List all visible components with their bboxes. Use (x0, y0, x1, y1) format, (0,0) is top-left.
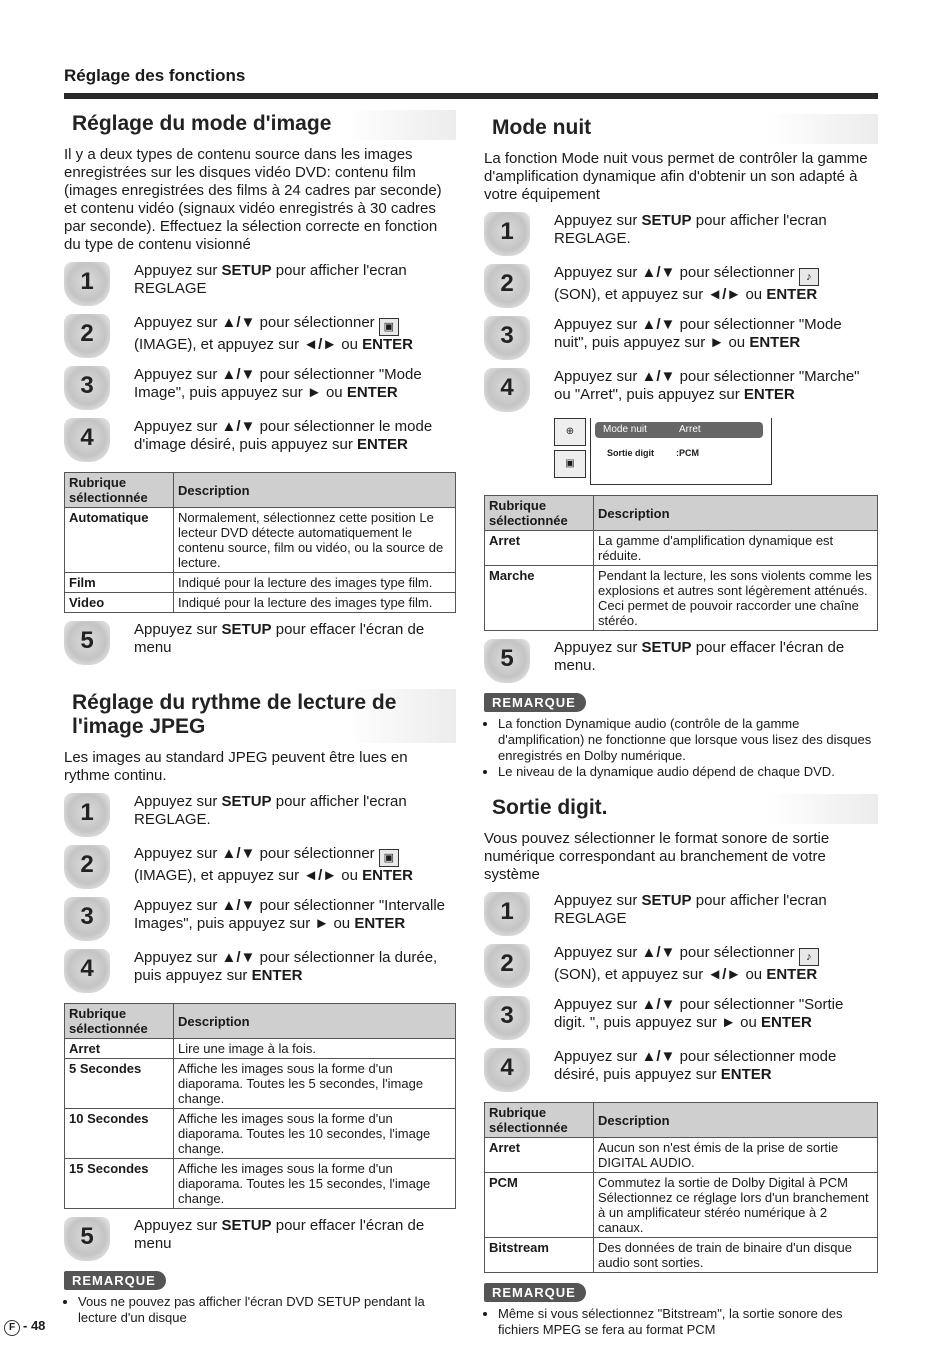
section-title-jpeg: Réglage du rythme de lecture de l'image JPEG (64, 689, 456, 743)
intro-picture-mode: Il y a deux types de contenu source dans les images enregistrées sur les disques vidéo DVD: contenu film (images enregistrées des films à 24 cadres par seconde) et contenu vidéo (signaux vidéo enregistrés à 30 cadres par seconde). Effectuez la sélection correcte en fonction du type de contenu visionné (64, 146, 442, 253)
step-1 (484, 212, 878, 256)
table-row: 5 Secondes Affiche les images sous la forme d'un diaporama. Toutes les 5 secondes, l'image change. (65, 1059, 456, 1109)
step-4 (484, 368, 878, 412)
table-row: Video Indiqué pour la lecture des images type film. (65, 593, 456, 613)
step-text: Appuyez sur ▲/▼ pour sélectionner ♪ (SON), et appuyez sur ◄/► ou ENTER (554, 944, 818, 983)
table-header-description: Description (594, 1103, 878, 1138)
step-5 (64, 1217, 456, 1261)
step-text: Appuyez sur SETUP pour afficher l'ecran REGLAGE. (554, 212, 827, 247)
note-item: • La fonction Dynamique audio (contrôle de la gamme d'amplification) ne fonctionne que lorsque vous lisez des disques enregistrés en Dolby numérique. (498, 716, 878, 764)
page-footer: F - 48 (4, 1318, 45, 1336)
step-number-badge: 3 (64, 897, 110, 941)
step-number-badge: 1 (484, 212, 530, 256)
step-number-badge: 1 (64, 262, 110, 306)
night-mode-table (484, 495, 878, 631)
step-2 (484, 944, 878, 988)
step-text: Appuyez sur ▲/▼ pour sélectionner "Mode nuit", puis appuyez sur ► ou ENTER (554, 316, 842, 351)
language-icon: ⊕ (554, 418, 586, 446)
step-3 (484, 996, 878, 1040)
intro-night-mode: La fonction Mode nuit vous permet de contrôler la gamme d'amplification dynamique afin d'obtenir un son adapté à votre équipement (484, 150, 868, 203)
step-1 (64, 262, 456, 306)
step-text: Appuyez sur SETUP pour afficher l'ecran REGLAGE (554, 892, 827, 927)
table-row: 15 Secondes Affiche les images sous la forme d'un diaporama. Toutes les 15 secondes, l'image change. (65, 1159, 456, 1209)
step-3 (64, 366, 456, 410)
intro-digital-out: Vous pouvez sélectionner le format sonore de sortie numérique correspondant au branchement de votre système (484, 830, 830, 883)
notes-list (484, 1306, 878, 1338)
notes-list (484, 716, 878, 780)
step-text: Appuyez sur SETUP pour effacer l'écran de menu (134, 1217, 425, 1252)
picture-icon: ▣ (379, 849, 399, 867)
step-text: Appuyez sur ▲/▼ pour sélectionner "Mode Image", puis appuyez sur ► ou ENTER (134, 366, 422, 401)
step-text: Appuyez sur SETUP pour afficher l'ecran REGLAGE (134, 262, 407, 297)
table-row: Arret Lire une image à la fois. (65, 1039, 456, 1059)
note-badge: REMARQUE (484, 1283, 586, 1302)
step-1 (484, 892, 878, 936)
header-rule (64, 93, 878, 99)
step-number-badge: 5 (64, 621, 110, 665)
table-row: Arret La gamme d'amplification dynamique est réduite. (485, 531, 878, 566)
step-number-badge: 2 (484, 944, 530, 988)
left-column (64, 110, 456, 1326)
step-number-badge: 1 (484, 892, 530, 936)
osd-selected-row: Mode nuit Arret (595, 422, 763, 438)
page-number: 48 (30, 1318, 46, 1333)
step-text: Appuyez sur SETUP pour afficher l'ecran REGLAGE. (134, 793, 407, 828)
table-header-item: Rubrique sélectionnée (65, 1004, 174, 1039)
table-row: Marche Pendant la lecture, les sons violents comme les explosions et autres sont légèrement atténués. Ceci permet de pouvoir raccorder une chaîne stéréo. (485, 566, 878, 631)
step-number-badge: 2 (64, 845, 110, 889)
section-title-night-mode: Mode nuit (484, 114, 878, 144)
step-2 (484, 264, 878, 308)
step-text: Appuyez sur ▲/▼ pour sélectionner la durée, puis appuyez sur ENTER (134, 949, 438, 984)
digital-out-table (484, 1102, 878, 1273)
step-number-badge: 2 (484, 264, 530, 308)
step-number-badge: 4 (484, 368, 530, 412)
section-title-picture-mode: Réglage du mode d'image (64, 110, 456, 140)
picture-mode-table (64, 472, 456, 613)
right-column (484, 114, 878, 1338)
table-row: Automatique Normalement, sélectionnez cette position Le lecteur DVD détecte automatiquement le contenu source, film ou vidéo, ou la source de lecture. (65, 508, 456, 573)
table-header-description: Description (174, 473, 456, 508)
step-2 (64, 314, 456, 358)
step-5 (64, 621, 456, 665)
section-header: Réglage des fonctions (64, 66, 246, 85)
note-item: • Même si vous sélectionnez "Bitstream", la sortie sonore des fichiers MPEG se fera au format PCM (498, 1306, 878, 1338)
step-text: Appuyez sur ▲/▼ pour sélectionner le mode d'image désiré, puis appuyez sur ENTER (134, 418, 433, 453)
step-text: Appuyez sur ▲/▼ pour sélectionner mode désiré, puis appuyez sur ENTER (554, 1048, 837, 1083)
jpeg-interval-table (64, 1003, 456, 1209)
step-text: Appuyez sur ▲/▼ pour sélectionner "Intervalle Images", puis appuyez sur ► ou ENTER (134, 897, 446, 932)
step-number-badge: 5 (64, 1217, 110, 1261)
step-3 (484, 316, 878, 360)
section-title-digital-out: Sortie digit. (484, 794, 878, 824)
step-number-badge: 2 (64, 314, 110, 358)
note-item: • Le niveau de la dynamique audio dépend de chaque DVD. (498, 764, 878, 780)
step-4 (64, 418, 456, 462)
step-text: Appuyez sur ▲/▼ pour sélectionner "Sortie digit. ", puis appuyez sur ► ou ENTER (554, 996, 844, 1031)
table-header-description: Description (174, 1004, 456, 1039)
picture-icon: ▣ (379, 318, 399, 336)
sound-icon: ♪ (799, 268, 819, 286)
step-text: Appuyez sur ▲/▼ pour sélectionner ▣ (IMAGE), et appuyez sur ◄/► ou ENTER (134, 845, 413, 884)
table-header-item: Rubrique sélectionnée (485, 496, 594, 531)
step-text: Appuyez sur ▲/▼ pour sélectionner ▣ (IMAGE), et appuyez sur ◄/► ou ENTER (134, 314, 413, 353)
osd-menu (590, 418, 772, 485)
table-row: Arret Aucun son n'est émis de la prise de sortie DIGITAL AUDIO. (485, 1138, 878, 1173)
note-item: • Vous ne pouvez pas afficher l'écran DVD SETUP pendant la lecture d'un disque (78, 1294, 456, 1326)
step-text: Appuyez sur ▲/▼ pour sélectionner "Marche" ou "Arret", puis appuyez sur ENTER (554, 368, 860, 403)
table-row: Film Indiqué pour la lecture des images type film. (65, 573, 456, 593)
sound-icon: ♪ (799, 948, 819, 966)
step-number-badge: 4 (484, 1048, 530, 1092)
table-header-item: Rubrique sélectionnée (65, 473, 174, 508)
notes-list (64, 1294, 456, 1326)
table-header-description: Description (594, 496, 878, 531)
step-4 (484, 1048, 878, 1092)
step-text: Appuyez sur SETUP pour effacer l'écran de menu (134, 621, 425, 656)
step-number-badge: 4 (64, 949, 110, 993)
osd-row: Sortie digit :PCM (607, 448, 699, 458)
step-number-badge: 3 (484, 996, 530, 1040)
osd-screen-illustration (554, 418, 878, 485)
table-row: PCM Commutez la sortie de Dolby Digital à PCM Sélectionnez ce réglage lors d'un branchement à un amplificateur stéréo numérique à 2 canaux. (485, 1173, 878, 1238)
step-4 (64, 949, 456, 993)
step-1 (64, 793, 456, 837)
step-5 (484, 639, 878, 683)
step-number-badge: 3 (484, 316, 530, 360)
step-3 (64, 897, 456, 941)
step-number-badge: 3 (64, 366, 110, 410)
table-row: 10 Secondes Affiche les images sous la forme d'un diaporama. Toutes les 10 secondes, l'image change. (65, 1109, 456, 1159)
intro-jpeg: Les images au standard JPEG peuvent être lues en rythme continu. (64, 749, 408, 784)
language-mark: F (4, 1320, 20, 1336)
picture-icon: ▣ (554, 450, 586, 478)
step-text: Appuyez sur SETUP pour effacer l'écran de menu. (554, 639, 845, 674)
step-number-badge: 5 (484, 639, 530, 683)
note-badge: REMARQUE (484, 693, 586, 712)
step-2 (64, 845, 456, 889)
step-number-badge: 1 (64, 793, 110, 837)
table-header-item: Rubrique sélectionnée (485, 1103, 594, 1138)
note-badge: REMARQUE (64, 1271, 166, 1290)
table-row: Bitstream Des données de train de binaire d'un disque audio sont sorties. (485, 1238, 878, 1273)
step-number-badge: 4 (64, 418, 110, 462)
step-text: Appuyez sur ▲/▼ pour sélectionner ♪ (SON), et appuyez sur ◄/► ou ENTER (554, 264, 818, 303)
